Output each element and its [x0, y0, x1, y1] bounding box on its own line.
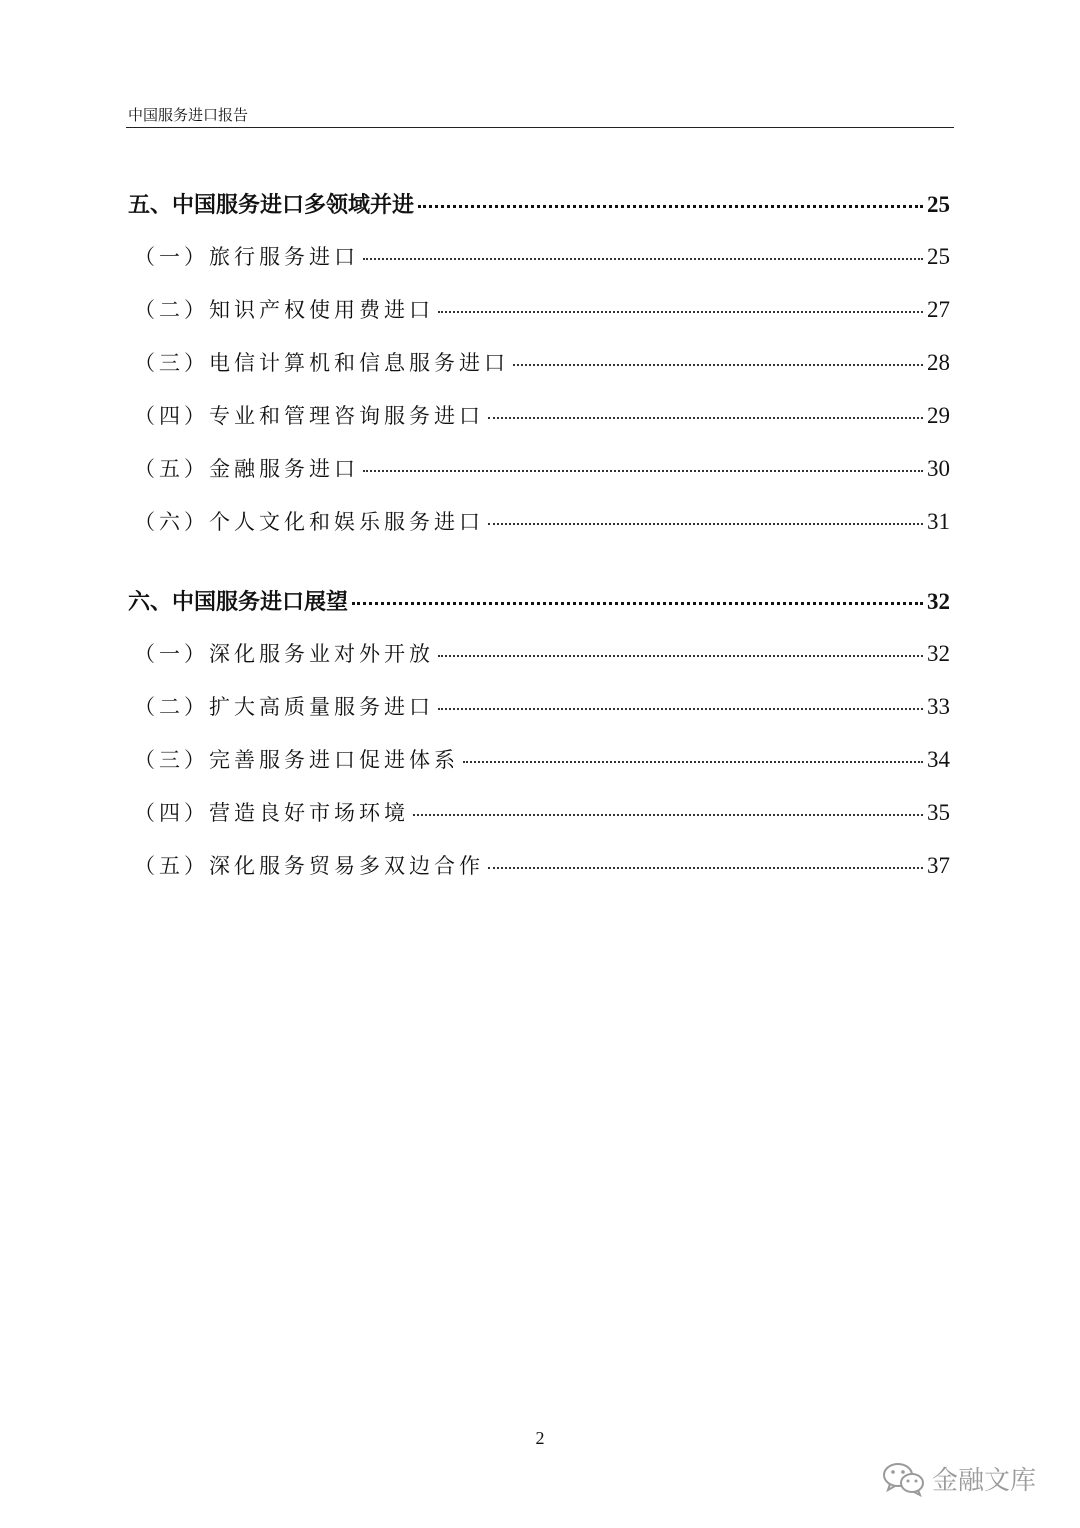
toc-entry-label: （四）营造良好市场环境: [134, 801, 409, 825]
toc-subsection-row[interactable]: [128, 347, 950, 400]
toc-entry-label: （五）金融服务进口: [134, 457, 359, 481]
toc-subsection-row[interactable]: [128, 797, 950, 850]
toc-entry-label: （六）个人文化和娱乐服务进口: [134, 510, 484, 534]
toc-entry-label: （二）知识产权使用费进口: [134, 298, 434, 322]
toc-entry-label: （三）电信计算机和信息服务进口: [134, 351, 509, 375]
toc-entry-label: （二）扩大高质量服务进口: [134, 695, 434, 719]
toc-entry-label: （一）旅行服务进口: [134, 245, 359, 269]
toc-page-number: 37: [927, 853, 950, 878]
dot-leader: [463, 761, 923, 763]
dot-leader: [363, 470, 923, 472]
toc-page-number: 33: [927, 694, 950, 719]
dot-leader: [413, 814, 923, 816]
running-header: 中国服务进口报告: [128, 106, 249, 124]
toc-entry-label: （四）专业和管理咨询服务进口: [134, 404, 484, 428]
toc-subsection-row[interactable]: [128, 744, 950, 797]
toc-page-number: 31: [927, 509, 950, 534]
toc-subsection-row[interactable]: [128, 294, 950, 347]
toc-subsection-row[interactable]: [128, 691, 950, 744]
toc-entry-label: （五）深化服务贸易多双边合作: [134, 854, 484, 878]
toc-subsection-row[interactable]: [128, 638, 950, 691]
dot-leader: [488, 867, 923, 869]
toc-page-number: 32: [927, 589, 950, 614]
toc-page-number: 27: [927, 297, 950, 322]
toc-entry-label: （三）完善服务进口促进体系: [134, 748, 459, 772]
toc-subsection-row[interactable]: [128, 850, 950, 903]
table-of-contents: [128, 188, 950, 903]
toc-page-number: 28: [927, 350, 950, 375]
toc-entry-label: 六、中国服务进口展望: [128, 589, 349, 615]
toc-entry-label: （一）深化服务业对外开放: [134, 642, 434, 666]
toc-subsection-row[interactable]: [128, 453, 950, 506]
toc-page-number: 35: [927, 800, 950, 825]
dot-leader: [438, 655, 923, 657]
dot-leader: [513, 364, 923, 366]
page-number: 2: [535, 1428, 545, 1448]
toc-page-number: 25: [927, 244, 950, 269]
toc-entry-label: 五、中国服务进口多领域并进: [128, 192, 415, 218]
toc-section-row[interactable]: [128, 585, 950, 638]
wechat-icon: [882, 1461, 926, 1497]
dot-leader: [488, 417, 923, 419]
header-rule: [126, 127, 954, 128]
watermark: [882, 1460, 1036, 1497]
toc-page-number: 25: [927, 192, 950, 217]
toc-page-number: 30: [927, 456, 950, 481]
dot-leader: [418, 205, 923, 208]
toc-section-row[interactable]: [128, 188, 950, 241]
watermark-text: 金融文库: [932, 1466, 1037, 1496]
toc-subsection-row[interactable]: [128, 400, 950, 453]
toc-page-number: 32: [927, 641, 950, 666]
dot-leader: [488, 523, 923, 525]
toc-page-number: 29: [927, 403, 950, 428]
dot-leader: [438, 311, 923, 313]
toc-subsection-row[interactable]: [128, 241, 950, 294]
dot-leader: [438, 708, 923, 710]
dot-leader: [363, 258, 923, 260]
dot-leader: [352, 602, 923, 605]
toc-subsection-row[interactable]: [128, 506, 950, 559]
toc-page-number: 34: [927, 747, 950, 772]
